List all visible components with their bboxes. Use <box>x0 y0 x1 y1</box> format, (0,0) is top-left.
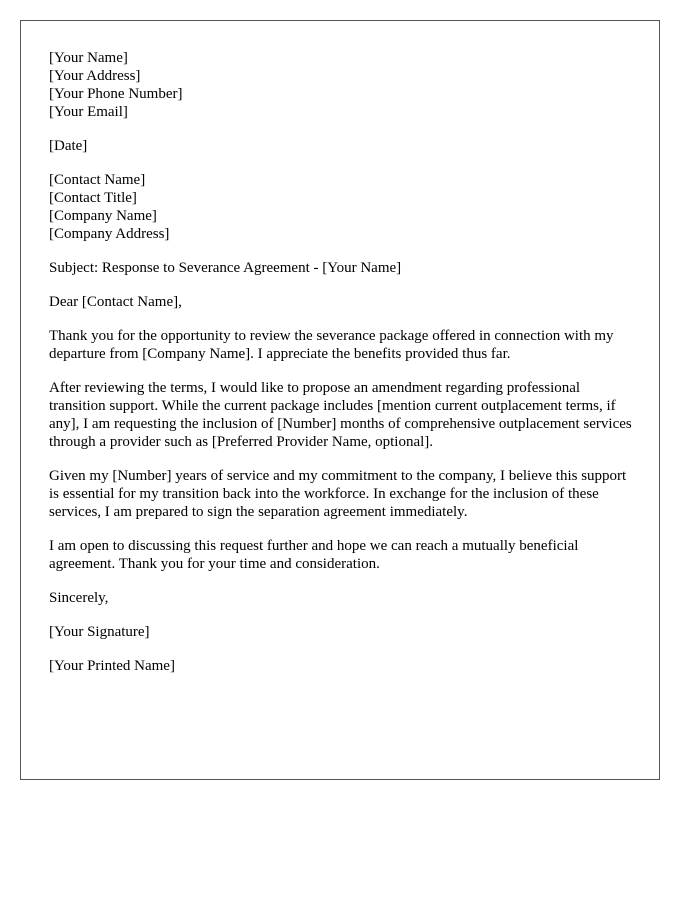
recipient-address: [Company Address] <box>49 226 170 242</box>
body-paragraph-2: After reviewing the terms, I would like to propose an amendment regarding professional transition support. While the current package includes [mention current outplacement terms, if any], I am requesting the inclusion of [Number] months of comprehensive outplacement services through a provider such as [Preferred Provider Name, optional]. <box>49 380 632 450</box>
recipient-name: [Contact Name] <box>49 172 146 188</box>
body-paragraph-3: Given my [Number] years of service and my commitment to the company, I believe this support is essential for my transition back into the workforce. In exchange for the inclusion of these services, I am prepared to sign the separation agreement immediately. <box>49 468 627 520</box>
letter-page <box>20 20 660 780</box>
recipient-title: [Contact Title] <box>49 190 137 206</box>
sender-email: [Your Email] <box>49 104 128 120</box>
closing: Sincerely, <box>49 590 109 606</box>
recipient-company: [Company Name] <box>49 208 157 224</box>
body-paragraph-4: I am open to discussing this request further and hope we can reach a mutually beneficial agreement. Thank you for your time and consideration. <box>49 538 579 572</box>
sender-address: [Your Address] <box>49 68 141 84</box>
printed-name: [Your Printed Name] <box>49 658 175 674</box>
recipient-block <box>49 171 639 243</box>
sender-phone: [Your Phone Number] <box>49 86 183 102</box>
letter-content <box>49 49 639 691</box>
signature-placeholder: [Your Signature] <box>49 624 150 640</box>
sender-name: [Your Name] <box>49 50 128 66</box>
sender-block <box>49 49 639 121</box>
date-block <box>49 137 639 155</box>
letter-date: [Date] <box>49 138 88 154</box>
salutation: Dear [Contact Name], <box>49 294 182 310</box>
body-paragraph-1: Thank you for the opportunity to review the severance package offered in connection with my departure from [Company Name]. I appreciate the benefits provided thus far. <box>49 328 614 362</box>
subject-line: Subject: Response to Severance Agreement - [Your Name] <box>49 260 402 276</box>
